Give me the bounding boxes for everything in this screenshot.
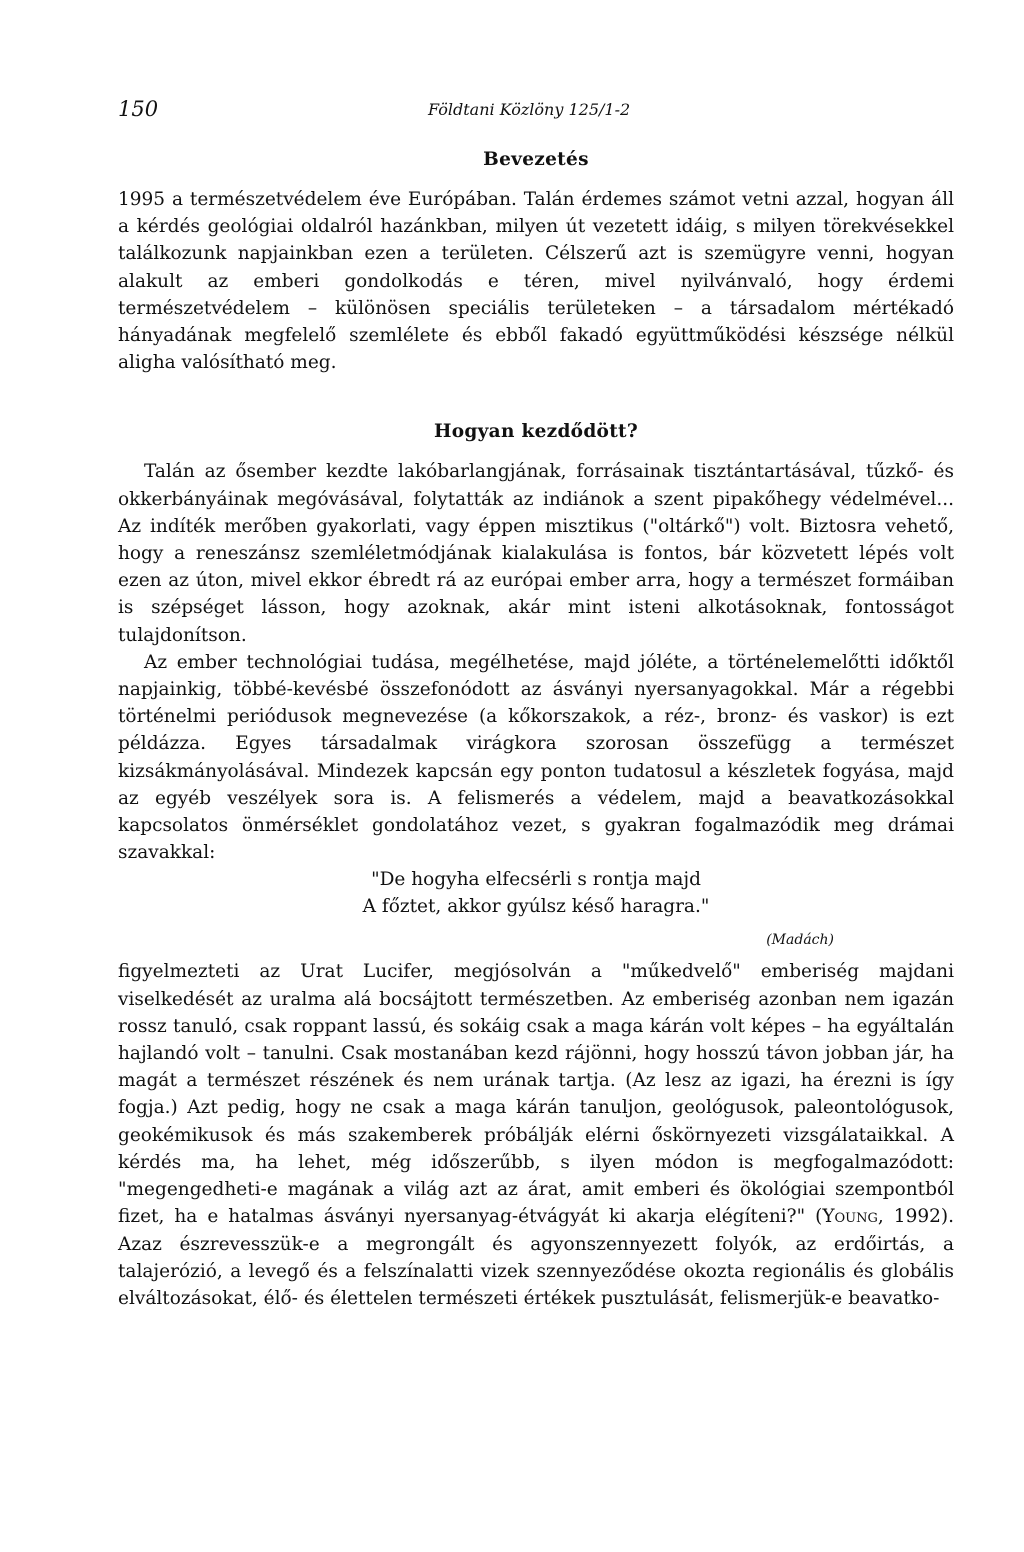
history-paragraph-3 [118,958,954,1312]
history-paragraph-1: Talán az ősember kezdte lakóbarlangjának, forrásainak tisztántartásával, tűzkő- és okkerbányáinak megóvásával, folytatták az indiánok a szent pipakőhegy védelmével... Az indíték merőben gyakorlati, vagy éppen misztikus ("oltárkő") volt. Biztosra vehető, hogy a reneszánsz szemléletmódjának kialakulása is fontos, bár közvetett lépés volt ezen az úton, mivel ekkor ébredt rá az európai ember arra, hogy a természet formáiban is szépséget lásson, hogy azoknak, akár mint isteni alkotásoknak, fontosságot tulajdonítson. [118,461,954,646]
section-heading-introduction: Bevezetés [483,149,589,170]
paragraph-3-text-a: figyelmezteti az Urat Lucifer, megjósolván a "műkedvelő" emberiség majdani viselkedését az uralma alá bocsájtott természetben. Az emberiség azonban nem igazán rossz tanuló, csak roppant lassú, és sokáig csak a maga kárán volt képes – ha egyáltalán hajlandó volt – tanulni. Csak mostanában kezd rájönni, hogy hosszú távon jobban jár, ha magát a természet részének és nem urának tartja. (Az lesz az igazi, ha érezni is így fogja.) Azt pedig, hogy ne csak a maga kárán tanuljon, geológusok, paleontológusok, geokémikusok és más szakemberek próbálják elérni őskörnyezeti vizsgálataikkal. A kérdés ma, ha lehet, még időszerűbb, s ilyen módon is megfogalmazódott: "megengedheti-e magának a világ azt az árat, amit emberi és ökológiai szempontból fizet, ha e hatalmas ásványi nyersanyag-étvágyát ki akarja elégíteni?" ( [118,961,954,1228]
history-paragraph-2: Az ember technológiai tudása, megélhetése, majd jóléte, a történelemelőtti időktől napjainkig, többé-kevésbé összefonódott az ásványi nyersanyagokkal. Már a régebbi történelmi periódusok megnevezése (a kőkorszakok, a réz-, bronz- és vaskor) is ezt példázza. Egyes társadalmak virágkora szorosan összefügg a természet kizsákmányolásával. Mindezek kapcsán egy ponton tudatosul a készletek fogyása, majd az egyéb veszélyek sora is. A felismerés a védelem, majd a beavatkozásokkal kapcsolatos önmérséklet gondolatához vezet, s gyakran fogalmazódik meg drámai szavakkal: [118,651,954,864]
quote-line-1: "De hogyha elfecsérli s rontja majd [371,869,701,891]
journal-reference: Földtani Közlöny 125/1-2 [428,100,631,119]
page-number: 150 [118,97,159,121]
section-heading-how-it-began: Hogyan kezdődött? [433,421,639,443]
quote-attribution: (Madách) [766,932,834,949]
running-head [118,96,954,126]
madach-quote [118,866,954,920]
intro-paragraph: 1995 a természetvédelem éve Európában. Talán érdemes számot vetni azzal, hogyan áll a kérdés geológiai oldalról hazánkban, milyen út vezetett idáig, s milyen törekvésekkel találkozunk napjainkban ezen a területen. Célszerű azt is szemügyre venni, hogyan alakult az emberi gondolkodás e téren, mivel nyilvánvaló, hogy érdemi természetvédelem – különösen speciális területeken – a társadalom mértékadó hányadának megfelelő szemlélete és ebből fakadó együttműködési készsége nélkül aligha valósítható meg. [118,189,954,374]
paragraph-3-text-b: , 1992). Azaz észrevesszük-e a megrongált és agyonszennyezett folyók, az erdőirtás, a talajerózió, a levegő és a felszínalatti vizek szennyeződése okozta regionális és globális elváltozásokat, élő- és élettelen természeti értékek pusztulását, felismerjük-e beavatko- [118,1206,954,1309]
journal-page [118,96,954,1312]
citation-author: Young [822,1206,878,1228]
quote-line-2: A főztet, akkor gyúlsz késő haragra." [362,896,710,918]
